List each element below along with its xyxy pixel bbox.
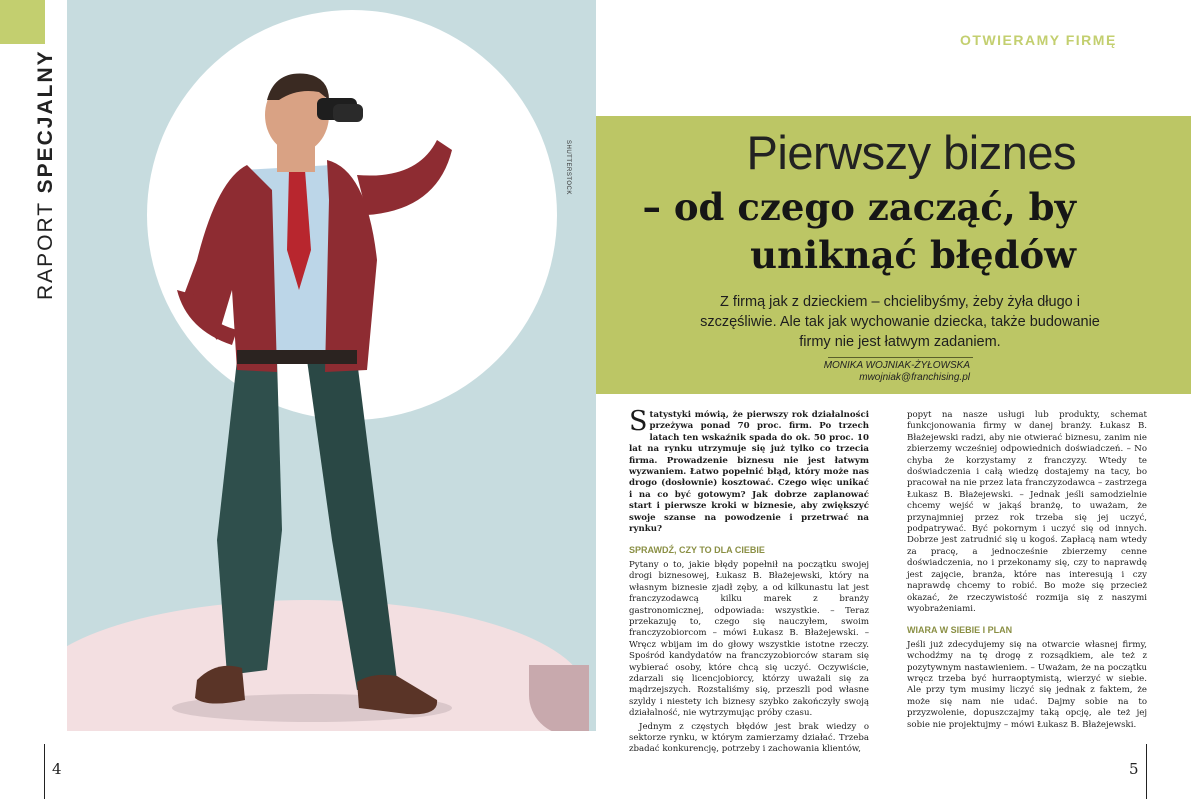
body-column-2 bbox=[907, 410, 1147, 733]
page-number-left: 4 bbox=[52, 760, 62, 778]
body-column-1 bbox=[629, 406, 869, 758]
article-subtitle: – od czego zacząć, by uniknąć błędów bbox=[642, 185, 1076, 277]
byline-rule bbox=[828, 357, 973, 358]
section-vertical-label bbox=[34, 49, 58, 300]
intro-paragraph bbox=[629, 406, 869, 535]
section-label: OTWIERAMY FIRMĘ bbox=[960, 32, 1117, 48]
intro-text: tatystyki mówią, że pierwszy rok działalności przeżywa ponad 70 proc. firm. Po trzech latach ten wskaźnik spada do ok. 50 proc. 10 lat na rynku utrzymuje się już tylko co trzecia firma. Prowadzenie biznesu nie jest łatwym wyzwaniem. Łatwo popełnić błąd, który może nas drogo (dosłownie) kosztować. Czego więc unikać i na co być gotowym? Jak dobrze zaplanować start i pierwsze kroki w biznesie, aby zwiększyć swoje szanse na powodzenie i przetrwać na rynku? bbox=[629, 410, 869, 535]
section-color-tab bbox=[0, 0, 45, 44]
body-paragraph-2: Jednym z częstych błędów jest brak wiedzy o sektorze rynku, w którym zamierzamy działać. Trzeba zbadać konkurencję, potrzeby i zachowania klientów, bbox=[629, 721, 869, 755]
subheading-2: WIARA W SIEBIE I PLAN bbox=[907, 625, 1013, 636]
byline bbox=[780, 360, 970, 384]
article-title: Pierwszy biznes bbox=[746, 126, 1076, 179]
page-rule-right bbox=[1146, 744, 1147, 799]
cover-photo bbox=[67, 0, 596, 731]
section-word-specjalny: SPECJALNY bbox=[34, 49, 57, 194]
section-word-raport: RAPORT bbox=[34, 201, 57, 300]
article-lead: Z firmą jak z dzieckiem – chcielibyśmy, żeby żyła długo i szczęśliwie. Ale tak jak wychowanie dziecka, także budowanie firmy nie jest łatwym zadaniem. bbox=[700, 294, 1100, 350]
photo-credit: SHUTTERSTOCK bbox=[565, 140, 571, 195]
dropcap: S bbox=[629, 406, 648, 437]
body-paragraph-3: popyt na nasze usługi lub produkty, schemat funkcjonowania firmy w danej branży. Łukasz B. Błażejewski radzi, aby nie otwierać biznesu, zanim nie zbierzemy wcześniej odpowiednich doświadczeń. – No chyba że korzystamy z franczyzy. Wtedy te doświadczenia i całą wiedzę dostajemy na tacy, bo pracował na nie przez lata franczyzodawca – zastrzega Łukasz B. Błażejewski. – Jednak jeśli samodzielnie chcemy wejść w jakąś branżę, to uważam, że przynajmniej przez rok trzeba się jej uczyć, podpatrywać. Być pokornym i uczyć się od innych. Dobrze jest zatrudnić się u kogoś. Zapłacą nam wtedy za pracę, a jednocześnie zbierzemy cenne doświadczenia, no i przekonamy się, czy to naprawdę jest zajęcie, branża, które nas interesują i czy naprawdę chcemy to robić. Bo może się przecież okazać, że rzeczywistość rozmija się z naszymi wyobrażeniami. bbox=[907, 410, 1147, 614]
author-email: mwojniak@franchising.pl bbox=[859, 372, 970, 383]
author-name: MONIKA WOJNIAK-ŻYŁOWSKA bbox=[823, 360, 970, 371]
page-number-right: 5 bbox=[1129, 760, 1139, 778]
businessman-with-binoculars-illustration bbox=[67, 0, 596, 731]
page-rule-left bbox=[44, 744, 45, 799]
subheading-1: SPRAWDŹ, CZY TO DLA CIEBIE bbox=[629, 545, 765, 556]
body-paragraph-4: Jeśli już zdecydujemy się na otwarcie własnej firmy, wchodźmy na tę drogę z rozsądkiem, ale też z pozytywnym nastawieniem. – Uważam, że na początku wręcz trzeba być hurraoptymistą, wierzyć w siebie. Ale przy tym musimy liczyć się jednak z faktem, że może się nam nie udać. Dajmy sobie na to przyzwolenie, dopuszczajmy taką opcję, ale też jej sobie nie projektujmy – mówi Łukasz B. Błażejewski. bbox=[907, 639, 1147, 730]
body-paragraph-1: Pytany o to, jakie błędy popełnił na początku swojej drogi biznesowej, Łukasz B. Błażejewski, który na własnym biznesie zjadł zęby, a od kilkunastu lat jest franczyzodawcą kilku marek z branży gastronomicznej, odpowiada: wszystkie. – Teraz przekazuję to, czego się nauczyłem, swoim franczyzobiorcom – mówi Łukasz B. Błażejewski. – Wręcz wbijam im do głowy wszystkie istotne rzeczy. Spośród kandydatów na franczyzobiorców staram się wybierać osoby, które chcą się uczyć. Oczywiście, zdarzali się licencjobiorcy, którzy uważali się za mądrzejszych. Rozstaliśmy się, przeszli pod własne szyldy i niestety ich biznesy szybko zakończyły swoją działalność, nie wytrzymując próby czasu. bbox=[629, 559, 869, 719]
